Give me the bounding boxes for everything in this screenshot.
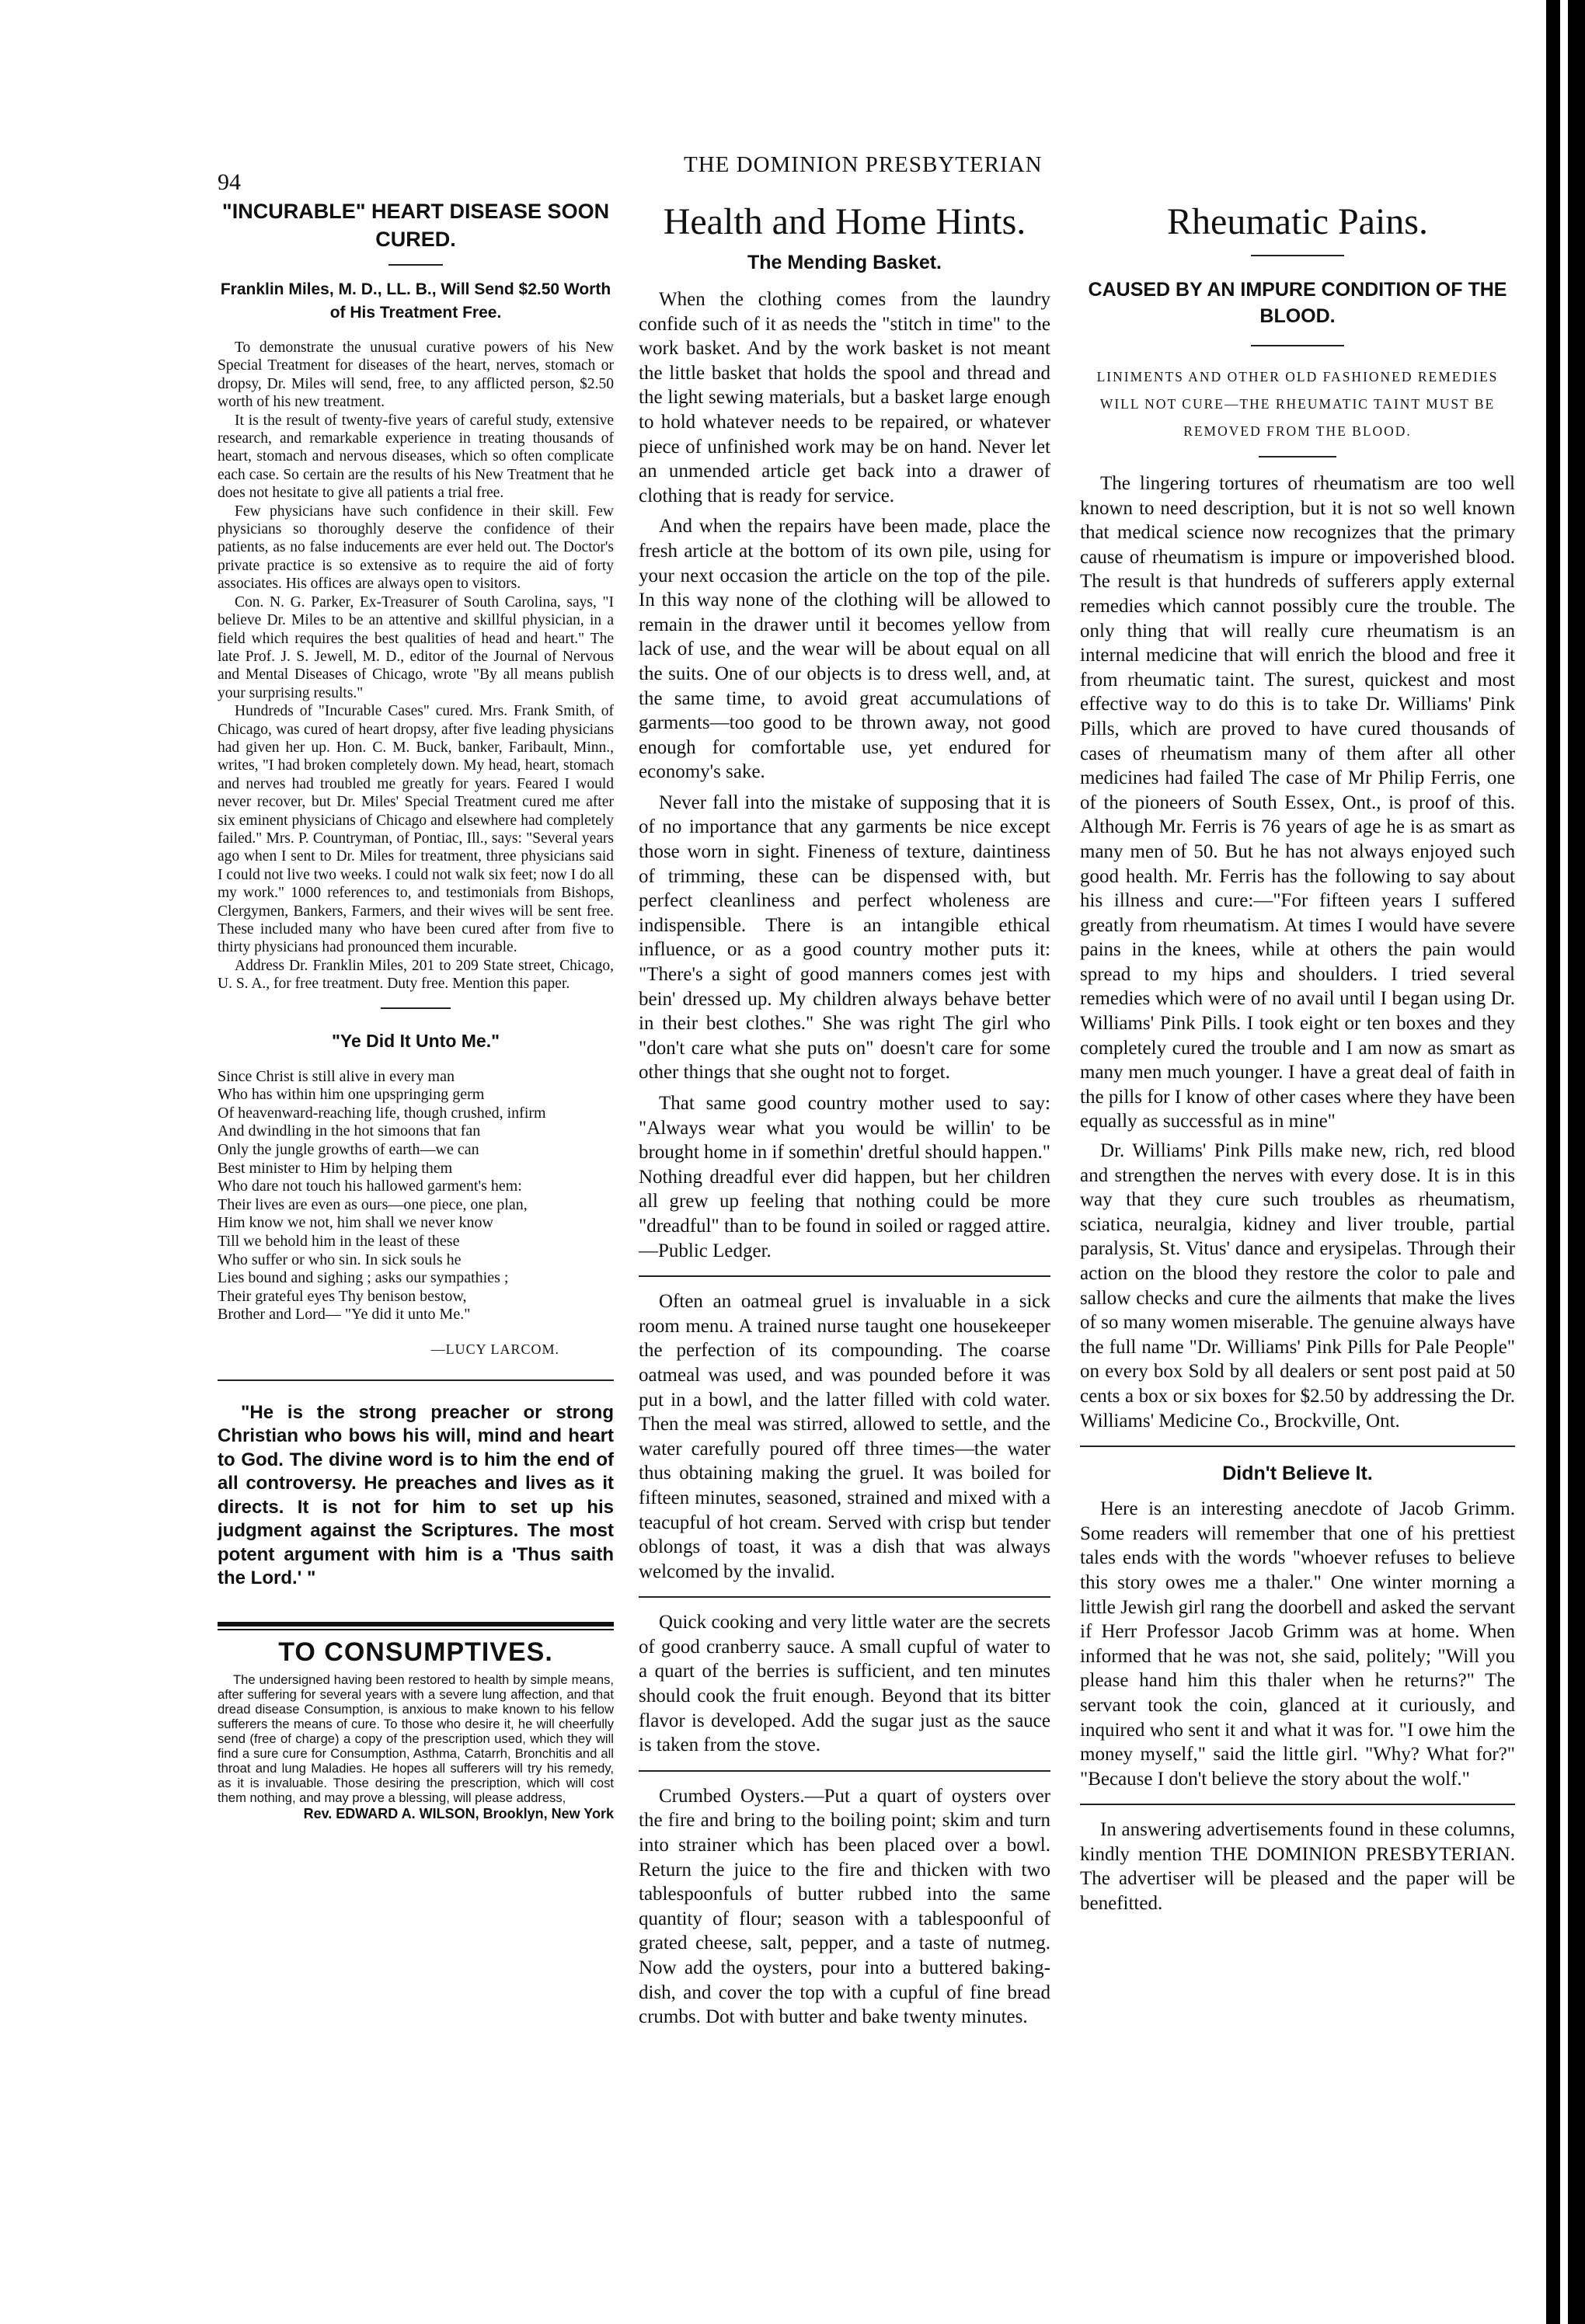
mending-basket-subhead: The Mending Basket.	[747, 252, 942, 273]
rheumatic-pains-title: Rheumatic Pains.	[1167, 201, 1428, 242]
health-hints-title: Health and Home Hints.	[663, 201, 1026, 242]
divider	[388, 264, 443, 266]
paragraph: To demonstrate the unusual curative powers of his New Special Treatment for diseases of the heart, nerves, stomach or dropsy, Dr. Miles will send, free, to any afflicted person, $2.50 worth of his new treatment.	[218, 339, 614, 411]
poem-line: Brother and Lord— "Ye did it unto Me."	[218, 1306, 471, 1324]
paragraph: And when the repairs have been made, place the fresh article at the bottom of its own pile, using for your next occasion the article on the top of the pile. In this way none of the clothing will be allowed to remain in the drawer until it becomes yellow from lack of use, and the wear will be about equal on all the suits. One of our objects is to dress well, and, at the same time, to avoid great accumulations of garments—too good to be thrown away, not good enough for comfortable use, yet endured for economy's sake.	[639, 516, 1050, 783]
poem-title: "Ye Did It Unto Me."	[331, 1030, 500, 1051]
ad-body: The undersigned having been restored to health by simple means, after suffering for several years with a severe lung affection, and that dread disease Consumption, is anxious to make known to his fellow sufferers the means of cure. To those who desire it, he will cheerfully send (free of charge) a copy of the prescription used, which they will find a sure cure for Consumption, Asthma, Catarrh, Bronchitis and all throat and lung Maladies. He hopes all sufferers will try his remedy, as it is invaluable. Those desiring the prescription, which will cost them nothing, and may prove a blessing, will please address,	[218, 1672, 614, 1805]
crumbed-oysters-recipe	[639, 1784, 1050, 2030]
poem-line: Who dare not touch his hallowed garment's hem:	[218, 1178, 522, 1195]
paragraph: Here is an interesting anecdote of Jacob Grimm. Some readers will remember that one of his prettiest tales ends with the words "whoever refuses to believe this story owes me a thaler." One winter morning a little Jewish girl rang the doorbell and asked the servant if Herr Professor Jacob Grimm was at home. When informed that he was not, she said, politely; "Will you please hand him this thaler when he returns?" The servant took the coin, glanced at it curiously, and inquired who sent it and what it was for. "I owe him the money myself," said the little girl. "Why? What for?" "Because I don't believe the story about the wolf."	[1080, 1498, 1515, 1790]
poem-line: Lies bound and sighing ; asks our sympathies ;	[218, 1269, 509, 1287]
paragraph: Dr. Williams' Pink Pills make new, rich, red blood and strengthen the nerves with every dose. It is in this way that they cure such troubles as rheumatism, sciatica, neuralgia, kidney and liver trouble, partial paralysis, St. Vitus' dance and erysipelas. Through their action on the blood they restore the color to pale and sallow checks and cure the ailments that make the lives of so many women miserable. The genuine always have the full name "Dr. Williams' Pink Pills for Pale People" on every box Sold by all dealers or sent post paid at 50 cents a box or six boxes for $2.50 by addressing the Dr. Williams' Medicine Co., Brockville, Ont.	[1080, 1140, 1515, 1432]
poem-line: Only the jungle growths of earth—we can	[218, 1141, 479, 1158]
divider	[1259, 456, 1336, 457]
column-left	[218, 194, 614, 1821]
heart-disease-subhead: Franklin Miles, M. D., LL. B., Will Send $2.50 Worth of His Treatment Free.	[220, 280, 611, 322]
pull-quote: "He is the strong preacher or strong Christian who bows his will, mind and heart to God. The divine word is to him the end of all controversy. He preaches and lives as it directs. It is not for him to set up his judgment against the Scriptures. The most potent argument with him is a 'Thus saith the Lord.' "	[218, 1401, 614, 1589]
heart-disease-article	[218, 339, 614, 993]
rheumatic-caps-deck: LINIMENTS AND OTHER OLD FASHIONED REMEDIES WILL NOT CURE—THE RHEUMATIC TAINT MUST BE REMOVED FROM THE BLOOD.	[1096, 369, 1499, 439]
advertising-notice	[1080, 1818, 1515, 1915]
poem-line: Who has within him one upspringing germ	[218, 1086, 485, 1104]
poem-line: And dwindling in the hot simoons that fan	[218, 1122, 481, 1140]
poem-line: Best minister to Him by helping them	[218, 1159, 453, 1177]
divider	[1080, 1446, 1515, 1447]
heart-disease-headline: "INCURABLE" HEART DISEASE SOON CURED.	[221, 200, 610, 251]
rheumatic-subhead: CAUSED BY AN IMPURE CONDITION OF THE BLOOD.	[1088, 279, 1507, 327]
ad-title: TO CONSUMPTIVES.	[278, 1637, 553, 1667]
grimm-title: Didn't Believe It.	[1222, 1463, 1373, 1485]
poem-line: Their lives are even as ours—one piece, one plan,	[218, 1195, 528, 1213]
paragraph: When the clothing comes from the laundry confide such of it as needs the "stitch in time" to the work basket. And by the work basket is not meant the little basket that holds the spool and thread and the light sewing materials, but a basket large enough to hold whatever needs to be repaired, or whatever piece of unfinished work may be on hand. Never let an unmended article get back into a drawer of clothing that is ready for service.	[639, 289, 1050, 506]
rheumatic-article	[1080, 471, 1515, 1433]
oatmeal-note	[639, 1289, 1050, 1584]
column-right	[1080, 194, 1515, 1916]
poem-line: Who suffer or who sin. In sick souls he	[218, 1251, 462, 1268]
poem-author: —LUCY LARCOM.	[430, 1341, 559, 1357]
poem-line: Of heavenward-reaching life, though crushed, infirm	[218, 1104, 546, 1122]
divider	[639, 1275, 1050, 1277]
ad-signature: Rev. EDWARD A. WILSON, Brooklyn, New York	[303, 1805, 614, 1821]
page-number: 94	[218, 169, 241, 195]
poem-line: Since Christ is still alive in every man	[218, 1067, 455, 1085]
paragraph: Con. N. G. Parker, Ex-Treasurer of South Carolina, says, "I believe Dr. Miles to be an attentive and skillful physician, in a field which requires the best qualities of head and heart." The late Prof. J. S. Jewell, M. D., editor of the Journal of Nervous and Mental Diseases of Chicago, wrote "By all means publish your surprising results."	[218, 593, 614, 701]
running-head: THE DOMINION PRESBYTERIAN	[684, 152, 1043, 177]
column-middle	[639, 194, 1050, 2030]
paragraph: Crumbed Oysters.—Put a quart of oysters over the fire and bring to the boiling point; skim and turn into strainer which has been placed over a bowl. Return the juice to the fire and thicken with two tablespoonfuls of butter rubbed into the same quantity of flour; season with a tablespoonful of grated cheese, salt, pepper, and a taste of nutmeg. Now add the oysters, pour into a buttered baking-dish, and cover the top with a cupful of fine bread crumbs. Dot with butter and bake twenty minutes.	[639, 1785, 1050, 2028]
divider	[381, 1007, 451, 1009]
paragraph: It is the result of twenty-five years of careful study, extensive research, and remarkable experience in treating thousands of heart, stomach and nervous diseases, which so often complicate each case. So certain are the results of his New Treatment that he does not hesitate to give all patients a trial free.	[218, 412, 614, 502]
paragraph: Never fall into the mistake of supposing that it is of no importance that any garments be nice except those worn in sight. Fineness of texture, daintiness of trimming, these can be dispensed with, but perfect cleanliness and perfect wholeness are indispensible. There is an intangible ethical influence, or as a good country mother puts it: "There's a sight of good manners comes jest with bein' dressed up. My children always behave better in their best clothes." She was right The girl who "don't care what she puts on" doesn't care for some other things that she ought not to forget.	[639, 791, 1050, 1084]
divider	[1251, 345, 1344, 346]
divider	[639, 1770, 1050, 1772]
paragraph: Hundreds of "Incurable Cases" cured. Mrs. Frank Smith, of Chicago, was cured of heart dropsy, after five leading physicians had given her up. Hon. C. M. Buck, banker, Faribault, Minn., writes, "I had broken completely down. My head, heart, stomach and nerves had troubled me greatly for years. Feared I would never recover, but Dr. Miles' Special Treatment cured me after six eminent physicians of Chicago and elsewhere had completely failed." Mrs. P. Countryman, of Pontiac, Ill., says: "Several years ago when I sent to Dr. Miles for treatment, three physicians said I could not live two weeks. I could not walk six feet; now I do all my work." 1000 references to, and testimonials from Bishops, Clergymen, Bankers, Farmers, and their wives will be sent free. These included many who have been cured after from five to thirty physicians had pronounced them incurable.	[218, 703, 614, 956]
paragraph: Few physicians have such confidence in their skill. Few physicians so thoroughly deserve the confidence of their patients, as no false inducements are ever held out. The Doctor's private practice is so extensive as to require the aid of forty associates. His offices are always open to visitors.	[218, 503, 614, 593]
divider	[639, 1596, 1050, 1598]
mending-basket-article	[639, 287, 1050, 1263]
poem-line: Till we behold him in the least of these	[218, 1232, 460, 1250]
poem	[218, 1068, 614, 1324]
cranberry-note	[639, 1610, 1050, 1758]
paragraph: Quick cooking and very little water are the secrets of good cranberry sauce. A small cupful of water to a quart of the berries is sufficient, and ten minutes should cook the fruit enough. Beyond that its bitter flavor is developed. Add the sugar just as the sauce is taken from the stove.	[639, 1612, 1050, 1756]
divider	[218, 1379, 614, 1381]
paragraph: In answering advertisements found in these columns, kindly mention THE DOMINION PRESBYTERIAN. The advertiser will be pleased and the paper will be benefitted.	[1080, 1819, 1515, 1915]
poem-line: Him know we not, him shall we never know	[218, 1214, 493, 1232]
scan-edge	[1546, 0, 1585, 2324]
paragraph: Often an oatmeal gruel is invaluable in a sick room menu. A trained nurse taught one housekeeper the perfection of its compounding. The coarse oatmeal was used, and was pounded before it was put in a bowl, and the latter filled with cold water. Then the meal was stirred, allowed to settle, and the water carefully poured off three times—the water thus obtaining making the gruel. It was boiled for fifteen minutes, seasoned, strained and mixed with a teacupful of hot cream. Served with crisp but tender oblongs of toast, it was a dish that was always welcomed by the invalid.	[639, 1291, 1050, 1582]
divider	[1080, 1804, 1515, 1805]
grimm-anecdote	[1080, 1497, 1515, 1791]
paragraph: The lingering tortures of rheumatism are too well known to need description, but it is not so well known that medical science now recognizes that the primary cause of rheumatism is impure or impoverished blood. The result is that hundreds of sufferers apply external remedies which cannot possibly cure the trouble. The only thing that will really cure rheumatism is an internal medicine that will enrich the blood and free it from rheumatic taint. The surest, quickest and most effective way to do this is to take Dr. Williams' Pink Pills, which are proved to have cured thousands of cases of rheumatism many of them after all other medicines had failed The case of Mr Philip Ferris, one of the pioneers of South Essex, Ont., is proof of this. Although Mr. Ferris is 76 years of age he is as smart as many men of 50. But he has not always enjoyed such good health. Mr. Ferris has the following to say about his illness and cure:—"For fifteen years I suffered greatly from rheumatism. At times I would have severe pains in the knees, while at others the pain would spread to my hips and shoulders. I tried several remedies which were of no avail until I began using Dr. Williams' Pink Pills. I took eight or ten boxes and they completely cured the trouble and I am now as smart as many men much younger. I have a great deal of faith in the pills for I know of other cases where they have been equally as successful as in mine"	[1080, 473, 1515, 1132]
paragraph: Address Dr. Franklin Miles, 201 to 209 State street, Chicago, U. S. A., for free treatment. Duty free. Mention this paper.	[218, 957, 614, 993]
divider	[1251, 255, 1344, 256]
paragraph: That same good country mother used to say: "Always wear what you would be willin' to be brought home in if somethin' dretful should happen." Nothing dreadful ever did happen, but her children all grew up feeling that nothing could be more "dreadful" than to be found in soiled or ragged attire.—Public Ledger.	[639, 1093, 1050, 1261]
ad-border	[218, 1622, 614, 1630]
poem-line: Their grateful eyes Thy benison bestow,	[218, 1287, 467, 1305]
